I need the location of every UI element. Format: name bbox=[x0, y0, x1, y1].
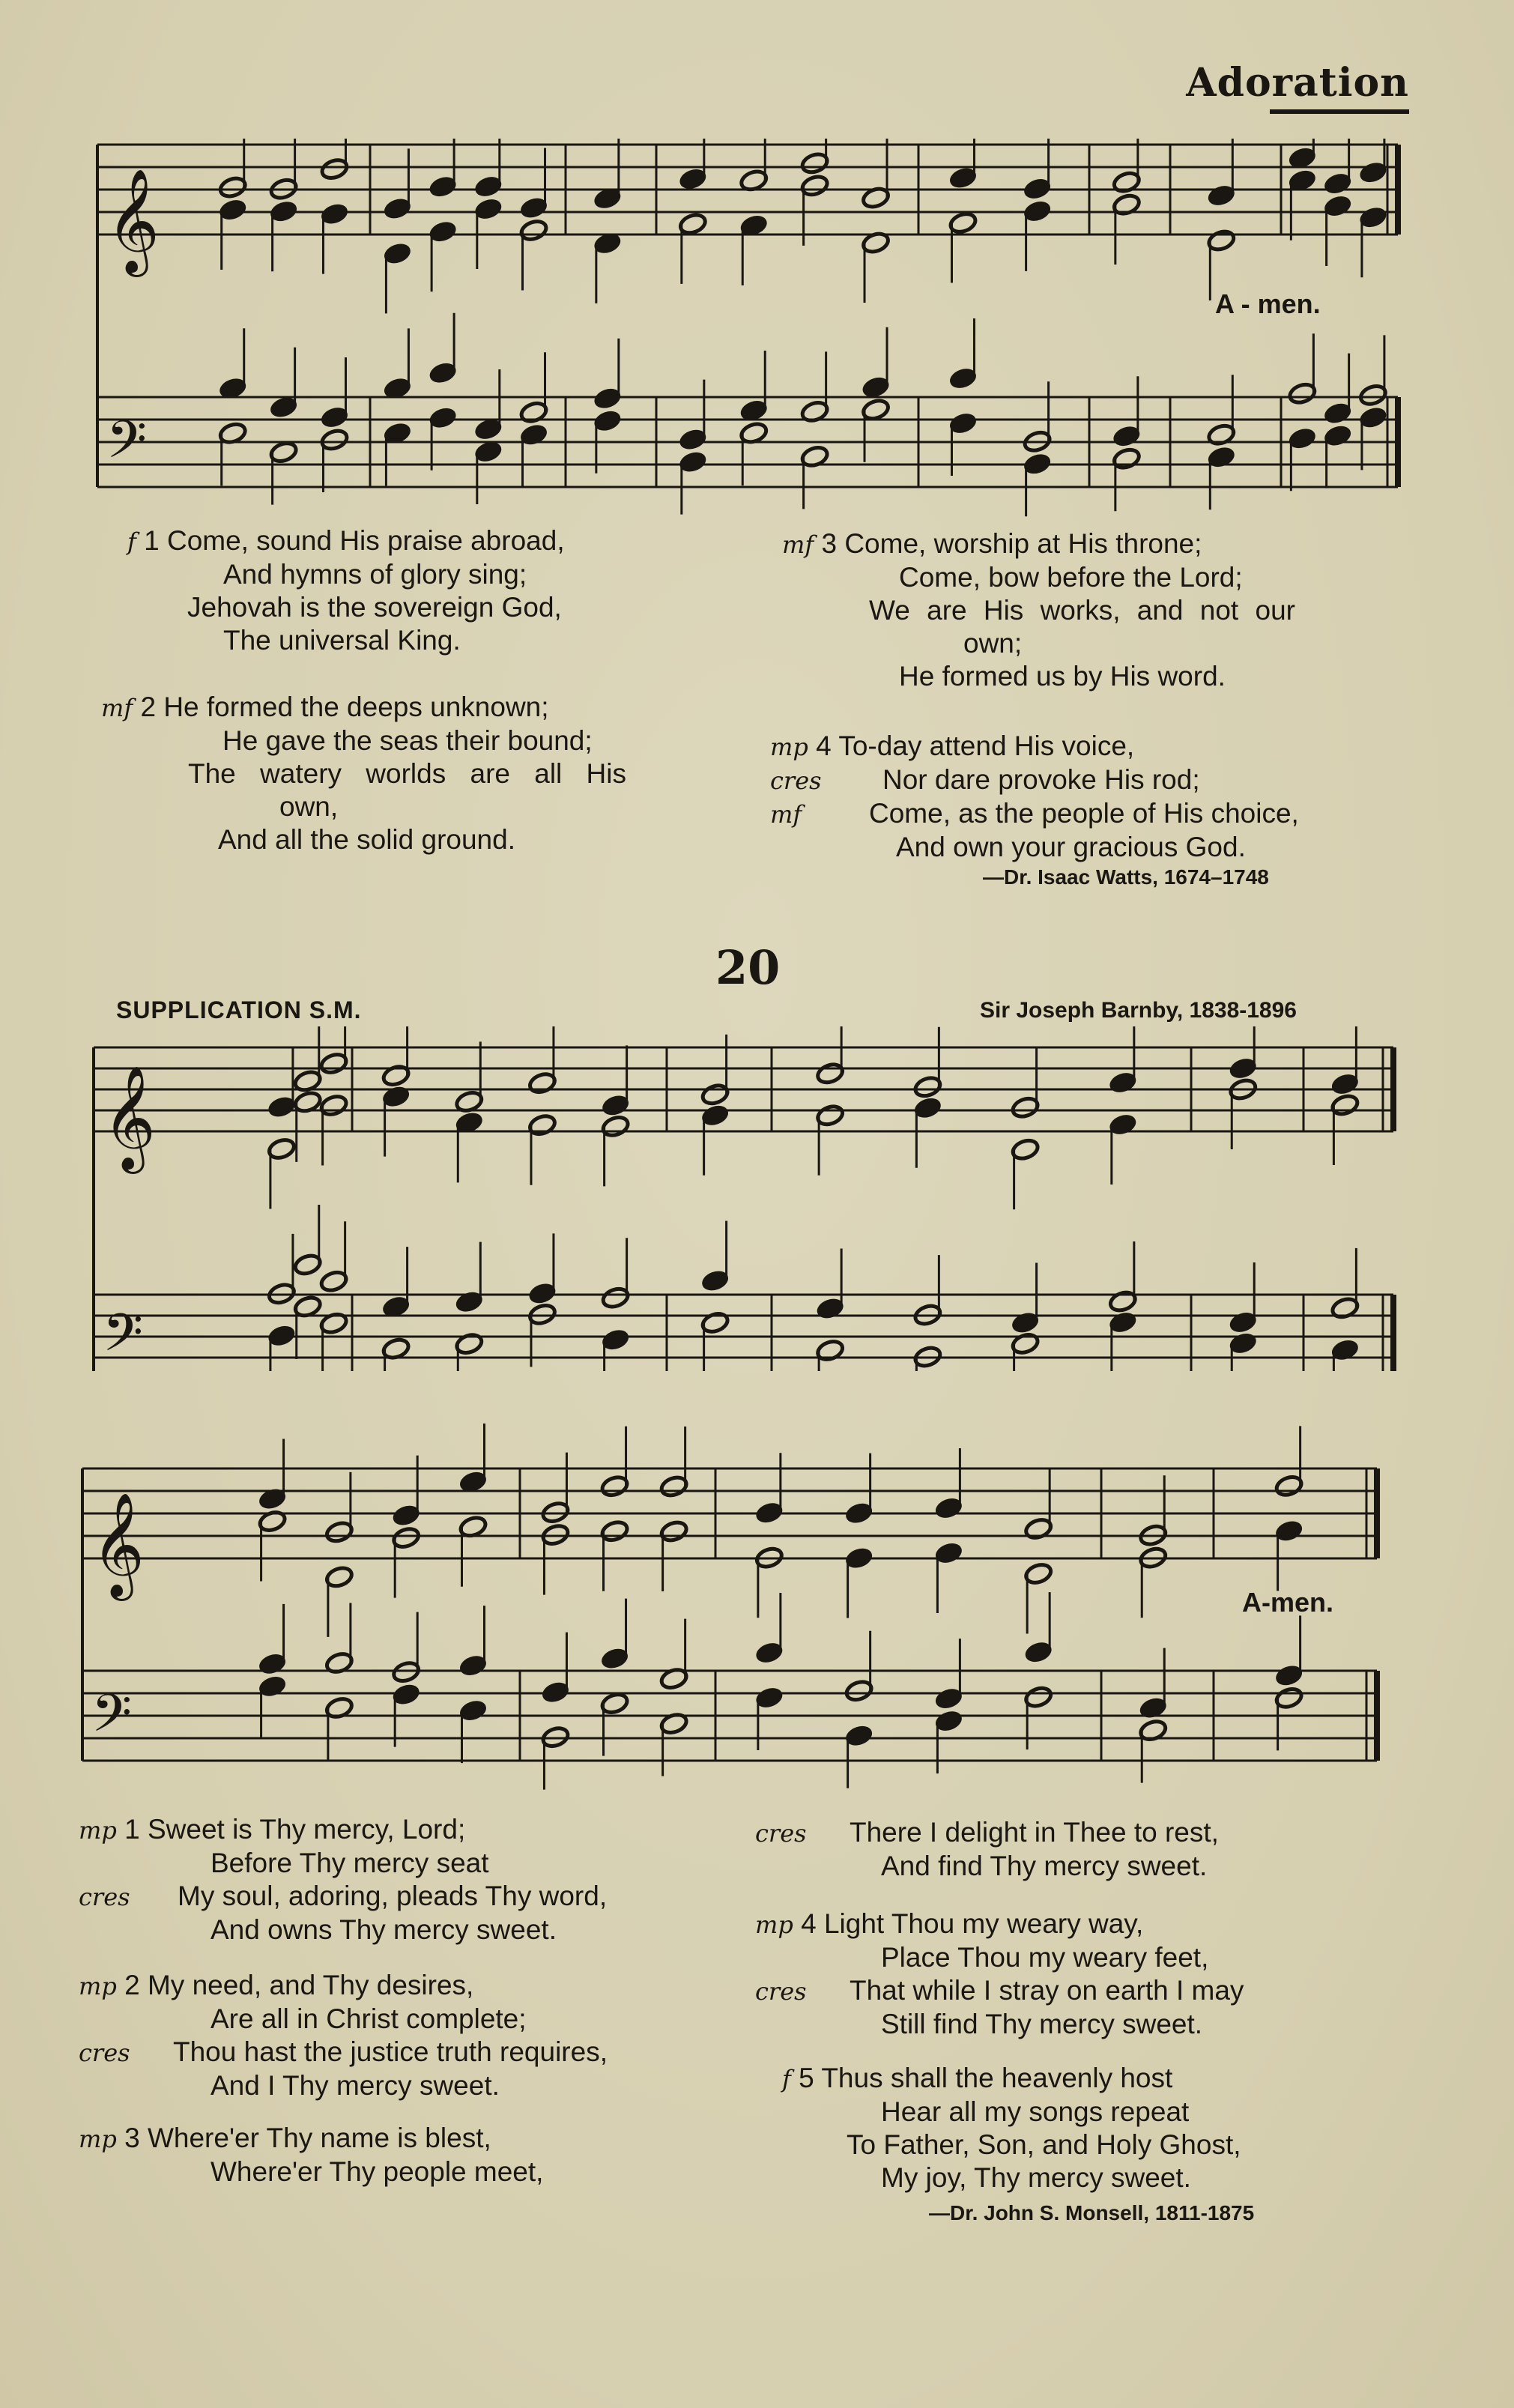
note bbox=[1023, 1685, 1053, 1749]
note bbox=[601, 1328, 630, 1371]
note bbox=[1358, 405, 1387, 470]
note bbox=[861, 139, 890, 210]
hymn20-verse-1 bbox=[79, 1813, 607, 1946]
verse-line: own, bbox=[279, 791, 339, 822]
hymn19-verse-2 bbox=[101, 691, 626, 856]
note bbox=[601, 1114, 630, 1186]
note bbox=[1138, 1718, 1167, 1782]
note bbox=[601, 1045, 630, 1117]
note bbox=[473, 197, 503, 269]
note bbox=[1274, 1426, 1303, 1498]
note bbox=[659, 1619, 688, 1691]
note bbox=[678, 212, 707, 284]
verse-line: And find Thy mercy sweet. bbox=[881, 1851, 1208, 1881]
note bbox=[601, 1238, 630, 1310]
hymn20-amen: A-men. bbox=[1242, 1587, 1334, 1618]
bass-clef-icon: 𝄢 bbox=[91, 1683, 133, 1756]
note bbox=[383, 241, 412, 313]
note bbox=[1023, 139, 1052, 201]
verse-line: Come, sound His praise abroad, bbox=[166, 525, 565, 556]
note bbox=[519, 352, 548, 424]
note bbox=[678, 450, 707, 514]
verse-line: And I Thy mercy sweet. bbox=[211, 2070, 500, 2101]
hymn20-verse-3-cont bbox=[755, 1816, 1219, 1883]
note bbox=[1112, 447, 1141, 511]
note bbox=[541, 1725, 570, 1790]
verse-number: 1 bbox=[124, 1814, 140, 1845]
verse-dynamic: mf bbox=[101, 694, 133, 722]
treble-staff bbox=[94, 1047, 1393, 1131]
note bbox=[1011, 1137, 1040, 1209]
note bbox=[428, 313, 457, 385]
verse-dynamic: mp bbox=[755, 1911, 793, 1939]
note bbox=[473, 369, 503, 441]
note bbox=[1330, 1338, 1360, 1371]
note bbox=[1330, 1026, 1360, 1096]
verse-dynamic: mp bbox=[770, 733, 808, 761]
verse-dynamic: f bbox=[782, 2065, 791, 2093]
hymn20-music-system-1 bbox=[0, 1026, 1514, 1371]
note bbox=[258, 1675, 287, 1739]
note bbox=[934, 1639, 963, 1710]
verse-line: Light Thou my weary way, bbox=[823, 1908, 1144, 1939]
note bbox=[844, 1453, 873, 1525]
note bbox=[600, 1519, 629, 1591]
note bbox=[473, 139, 503, 199]
verse-line: Still find Thy mercy sweet. bbox=[881, 2009, 1203, 2039]
line-dynamic: cres bbox=[755, 1977, 807, 2006]
note bbox=[218, 421, 247, 485]
note bbox=[1108, 1026, 1137, 1095]
verse-line: He gave the seas their bound; bbox=[222, 725, 593, 756]
note bbox=[455, 1110, 484, 1182]
note bbox=[428, 220, 457, 291]
verse-line: Thus shall the heavenly host bbox=[821, 2063, 1173, 2093]
note bbox=[455, 1041, 484, 1113]
note bbox=[1112, 193, 1141, 264]
note bbox=[381, 1026, 411, 1088]
line-dynamic: cres bbox=[79, 2039, 130, 2067]
note bbox=[739, 421, 768, 485]
hymn19-verse-1 bbox=[127, 524, 565, 657]
note bbox=[428, 139, 457, 199]
note bbox=[383, 421, 412, 485]
note bbox=[1288, 139, 1317, 170]
note bbox=[519, 423, 548, 487]
note bbox=[258, 1604, 287, 1676]
note bbox=[659, 1519, 688, 1591]
verse-line: own; bbox=[963, 628, 1023, 659]
note bbox=[218, 328, 247, 400]
note bbox=[473, 440, 503, 504]
note bbox=[861, 231, 890, 303]
note bbox=[600, 1692, 629, 1756]
note bbox=[1108, 1113, 1137, 1185]
note bbox=[861, 327, 890, 399]
hymn20-verse-5 bbox=[782, 2062, 1241, 2194]
note bbox=[1288, 333, 1317, 405]
note bbox=[600, 1599, 629, 1671]
line-dynamic: cres bbox=[770, 766, 822, 795]
note bbox=[1323, 423, 1352, 488]
verse-number: 2 bbox=[124, 1970, 140, 2000]
note bbox=[293, 1026, 322, 1093]
note bbox=[861, 398, 890, 462]
verse-line: And own your gracious God. bbox=[896, 832, 1246, 862]
note bbox=[1138, 1546, 1167, 1618]
treble-clef-icon: 𝄞 bbox=[91, 1492, 145, 1597]
note bbox=[391, 1612, 420, 1684]
note bbox=[700, 1035, 730, 1107]
note bbox=[458, 1698, 488, 1763]
note bbox=[1207, 445, 1236, 509]
note bbox=[320, 428, 349, 492]
verse-line: He formed us by His word. bbox=[899, 661, 1226, 692]
note bbox=[815, 1104, 844, 1176]
note bbox=[527, 1113, 557, 1185]
hymn20-verse-3 bbox=[79, 2122, 543, 2188]
hymn-number: 20 bbox=[715, 940, 781, 995]
note bbox=[1228, 1262, 1257, 1334]
verse-number: 3 bbox=[124, 2123, 140, 2153]
bass-clef-icon: 𝄢 bbox=[106, 409, 148, 482]
verse-line: The universal King. bbox=[223, 625, 461, 656]
note bbox=[267, 1137, 296, 1208]
verse-line: Nor dare provoke His rod; bbox=[882, 764, 1200, 795]
verse-line: We are His works, and not our bbox=[869, 595, 1295, 626]
verse-line: There I delight in Thee to rest, bbox=[850, 1817, 1219, 1848]
verse-line: Sweet is Thy mercy, Lord; bbox=[147, 1814, 466, 1845]
note bbox=[844, 1724, 873, 1788]
note bbox=[319, 1093, 348, 1165]
note bbox=[381, 1085, 411, 1157]
note bbox=[1330, 1093, 1360, 1165]
note bbox=[1323, 354, 1352, 426]
verse-number: 4 bbox=[801, 1908, 817, 1939]
verse-dynamic: mf bbox=[782, 530, 814, 559]
verse-line: Hear all my songs repeat bbox=[881, 2096, 1190, 2127]
composer: Sir Joseph Barnby, 1838-1896 bbox=[980, 998, 1297, 1023]
note bbox=[934, 1709, 963, 1773]
note bbox=[381, 1247, 411, 1319]
verse-line: Jehovah is the sovereign God, bbox=[187, 592, 562, 623]
note bbox=[1228, 1026, 1257, 1080]
line-dynamic: mf bbox=[770, 800, 802, 829]
verse-line: And hymns of glory sing; bbox=[223, 559, 527, 590]
note bbox=[678, 380, 707, 452]
note bbox=[319, 1221, 348, 1293]
note bbox=[458, 1424, 488, 1494]
hymn19-verse-3 bbox=[782, 527, 1295, 693]
note bbox=[269, 348, 298, 420]
note bbox=[1108, 1241, 1137, 1313]
verse-number: 2 bbox=[140, 692, 157, 722]
note bbox=[1228, 1077, 1257, 1149]
note bbox=[1330, 1248, 1360, 1320]
verse-line: Come, bow before the Lord; bbox=[899, 562, 1243, 593]
note bbox=[1288, 169, 1317, 241]
note bbox=[1288, 426, 1317, 491]
note bbox=[800, 444, 829, 509]
treble-clef-icon: 𝄞 bbox=[106, 169, 160, 273]
note bbox=[1274, 1615, 1303, 1687]
verse-line: Where'er Thy people meet, bbox=[211, 2156, 544, 2187]
treble-clef-icon: 𝄞 bbox=[103, 1065, 156, 1170]
note bbox=[1023, 452, 1052, 516]
note bbox=[293, 1295, 322, 1359]
verse-line: Are all in Christ complete; bbox=[211, 2003, 527, 2034]
note bbox=[700, 1220, 730, 1292]
note bbox=[527, 1026, 557, 1095]
verse-line: My joy, Thy mercy sweet. bbox=[881, 2162, 1191, 2193]
verse-line: The watery worlds are all His bbox=[188, 758, 626, 789]
note bbox=[1138, 1648, 1167, 1720]
note bbox=[948, 318, 978, 390]
note bbox=[739, 139, 768, 193]
note bbox=[593, 139, 622, 211]
note bbox=[844, 1631, 873, 1703]
hymn19-verse-4 bbox=[770, 730, 1299, 864]
note bbox=[593, 232, 622, 303]
note bbox=[455, 1242, 484, 1314]
note bbox=[600, 1427, 629, 1498]
note bbox=[324, 1472, 354, 1544]
note bbox=[527, 1233, 557, 1305]
note bbox=[754, 1453, 784, 1525]
note bbox=[1207, 375, 1236, 447]
note bbox=[320, 357, 349, 429]
verse-line: And all the solid ground. bbox=[218, 824, 515, 855]
note bbox=[739, 214, 768, 285]
verse-line: Place Thou my weary feet, bbox=[881, 1942, 1209, 1973]
note bbox=[815, 1338, 844, 1371]
section-title-underline bbox=[1270, 109, 1409, 114]
note bbox=[293, 1090, 322, 1162]
note bbox=[948, 411, 978, 476]
note bbox=[1011, 1262, 1040, 1334]
note bbox=[1358, 205, 1387, 277]
verse-line: And owns Thy mercy sweet. bbox=[211, 1914, 557, 1945]
verse-line: My soul, adoring, pleads Thy word, bbox=[178, 1881, 608, 1911]
verse-number: 1 bbox=[144, 525, 160, 556]
hymn20-music-system-2 bbox=[0, 1424, 1514, 1813]
note bbox=[1274, 1519, 1303, 1591]
note bbox=[541, 1633, 570, 1704]
note bbox=[293, 1205, 322, 1277]
note bbox=[844, 1546, 873, 1618]
note bbox=[659, 1427, 688, 1498]
note bbox=[1023, 1468, 1053, 1540]
note bbox=[258, 1509, 287, 1581]
verse-line: Thou hast the justice truth requires, bbox=[173, 2036, 608, 2067]
note bbox=[269, 440, 298, 504]
verse-number: 5 bbox=[799, 2063, 814, 2093]
note bbox=[267, 1047, 296, 1119]
note bbox=[700, 1310, 730, 1371]
note bbox=[948, 211, 978, 282]
hymn19-music-system bbox=[0, 139, 1514, 528]
note bbox=[383, 328, 412, 400]
note bbox=[269, 139, 298, 201]
verse-line: Before Thy mercy seat bbox=[211, 1848, 489, 1878]
line-dynamic: cres bbox=[79, 1883, 130, 1911]
line-dynamic: cres bbox=[755, 1819, 807, 1848]
note bbox=[700, 1104, 730, 1176]
note bbox=[267, 1324, 296, 1371]
note bbox=[1207, 139, 1236, 208]
note bbox=[319, 1311, 348, 1371]
note bbox=[381, 1337, 411, 1371]
note bbox=[934, 1541, 963, 1613]
hymn20-verse-2 bbox=[79, 1969, 608, 2102]
verse-line: Come, as the people of His choice, bbox=[869, 798, 1299, 829]
verse-line: To-day attend His voice, bbox=[838, 730, 1135, 761]
note bbox=[1112, 376, 1141, 448]
note bbox=[1323, 194, 1352, 266]
hymn20-verse-4 bbox=[755, 1908, 1244, 2041]
note bbox=[320, 202, 349, 273]
note bbox=[678, 139, 707, 191]
note bbox=[934, 1448, 963, 1520]
note bbox=[739, 351, 768, 423]
hymn19-attribution: —Dr. Isaac Watts, 1674–1748 bbox=[983, 865, 1269, 889]
note bbox=[800, 351, 829, 423]
verse-number: 4 bbox=[816, 730, 832, 761]
verse-dynamic: mp bbox=[79, 1816, 117, 1845]
verse-dynamic: mp bbox=[79, 1972, 117, 2000]
verse-line: He formed the deeps unknown; bbox=[163, 692, 549, 722]
verse-dynamic: mp bbox=[79, 2125, 117, 2153]
note bbox=[258, 1439, 287, 1511]
note bbox=[458, 1515, 488, 1587]
verse-line: Come, worship at His throne; bbox=[844, 528, 1202, 559]
note bbox=[659, 1711, 688, 1776]
note bbox=[428, 406, 457, 471]
note bbox=[754, 1686, 784, 1750]
note bbox=[458, 1606, 488, 1678]
verse-line: Where'er Thy name is blest, bbox=[147, 2123, 491, 2153]
note bbox=[948, 139, 978, 190]
verse-line: My need, and Thy desires, bbox=[147, 1970, 474, 2000]
section-title: Adoration bbox=[1186, 60, 1409, 106]
note bbox=[1108, 1310, 1137, 1371]
note bbox=[383, 148, 412, 220]
note bbox=[1011, 1047, 1040, 1119]
note bbox=[815, 1026, 844, 1086]
verse-dynamic: f bbox=[127, 527, 136, 556]
hymn19-amen: A - men. bbox=[1215, 288, 1321, 319]
verse-number: 3 bbox=[821, 528, 838, 559]
note bbox=[519, 218, 548, 290]
verse-line: To Father, Son, and Holy Ghost, bbox=[847, 2129, 1241, 2160]
note bbox=[593, 339, 622, 411]
note bbox=[815, 1249, 844, 1321]
hymn20-attribution: —Dr. John S. Monsell, 1811-1875 bbox=[929, 2201, 1255, 2224]
bass-clef-icon: 𝄢 bbox=[103, 1302, 144, 1371]
note bbox=[519, 148, 548, 220]
note bbox=[324, 1695, 354, 1760]
note bbox=[1274, 1686, 1303, 1750]
tune-name: SUPPLICATION S.M. bbox=[116, 996, 362, 1023]
verse-line: That while I stray on earth I may bbox=[850, 1975, 1244, 2006]
